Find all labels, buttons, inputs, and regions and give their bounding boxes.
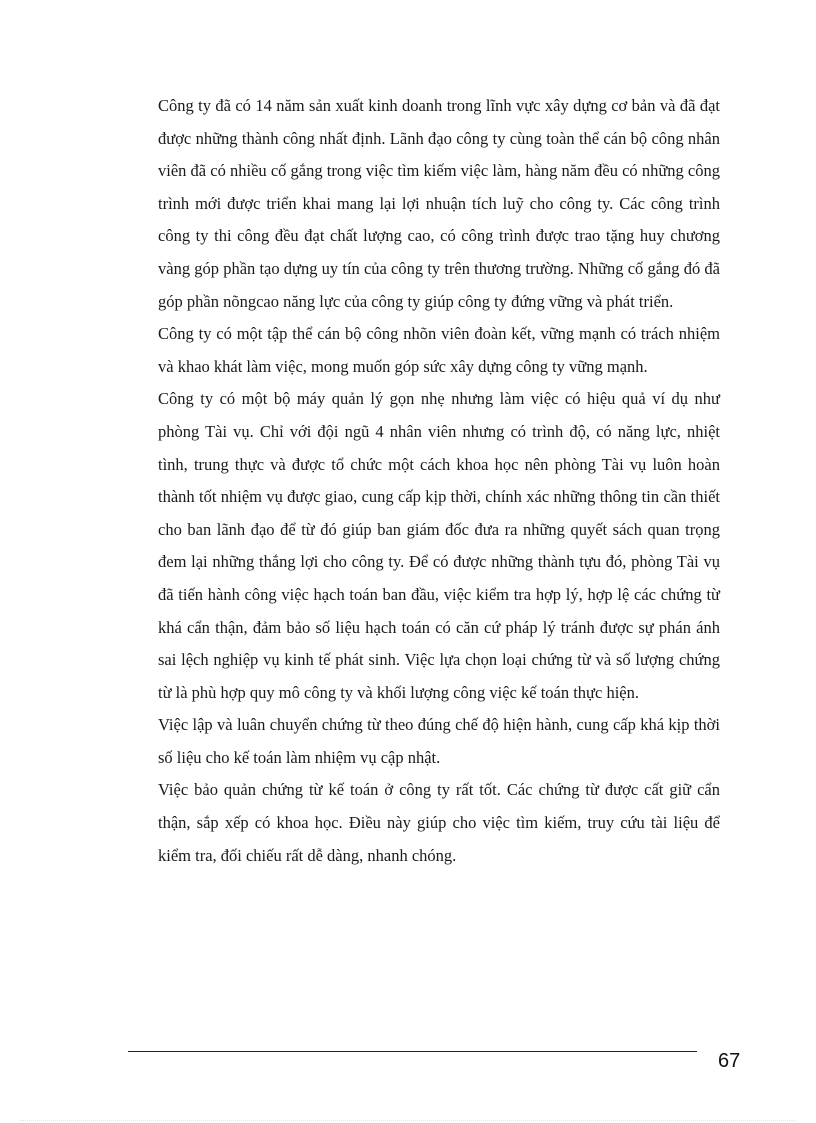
paragraph-management: Công ty có một bộ máy quản lý gọn nhẹ nhưng làm việc có hiệu quả ví dụ như phòng Tài vụ. Chỉ với đội ngũ 4 nhân viên nhưng có trình độ, có năng lực, nhiệt tình, trung thực và được tổ chức một cách khoa học nên phòng Tài vụ luôn hoàn thành tốt nhiệm vụ được giao, cung cấp kịp thời, chính xác những thông tin cần thiết cho ban lãnh đạo để từ đó giúp ban giám đốc đưa ra những quyết sách quan trọng đem lại những thắng lợi cho công ty. Để có được những thành tựu đó, phòng Tài vụ đã tiến hành công việc hạch toán ban đầu, việc kiểm tra hợp lý, hợp lệ các chứng từ khá cẩn thận, đảm bảo số liệu hạch toán có căn cứ pháp lý tránh được sự phán ánh sai lệch nghiệp vụ kinh tế phát sinh. Việc lựa chọn loại chứng từ và số lượng chứng từ là phù hợp quy mô công ty và khối lượng công việc kế toán thực hiện. [158,389,720,702]
paragraph-company-history: Công ty đã có 14 năm sản xuất kinh doanh trong lĩnh vực xây dựng cơ bản và đã đạt được những thành công nhất định. Lãnh đạo công ty cùng toàn thể cán bộ công nhân viên đã có nhiều cố gắng trong việc tìm kiếm việc làm, hàng năm đều có những công trình mới được triển khai mang lại lợi nhuận tích luỹ cho công ty. Các công trình công ty thi công đều đạt chất lượng cao, có công trình được trao tặng huy chương vàng góp phần tạo dựng uy tín của công ty trên thương trường. Những cố gắng đó đã góp phần nõngcao năng lực của công ty giúp công ty đứng vững và phát triển. [158,96,720,311]
page-bottom-border [20,1120,796,1121]
page-number: 67 [718,1050,741,1072]
page-body [158,90,720,872]
paragraph-staff: Công ty có một tập thể cán bộ công nhõn viên đoàn kết, vững mạnh có trách nhiệm và khao khát làm việc, mong muốn góp sức xây dựng công ty vững mạnh. [158,324,720,376]
paragraph-document-flow: Việc lập và luân chuyển chứng từ theo đúng chế độ hiện hành, cung cấp khá kịp thời số liệu cho kế toán làm nhiệm vụ cập nhật. [158,715,720,767]
paragraph-document-storage: Việc bảo quản chứng từ kế toán ở công ty rất tốt. Các chứng từ được cất giữ cẩn thận, sắp xếp có khoa học. Điều này giúp cho việc tìm kiếm, truy cứu tài liệu để kiểm tra, đối chiếu rất dễ dàng, nhanh chóng. [158,780,720,865]
footer-divider [128,1051,697,1052]
